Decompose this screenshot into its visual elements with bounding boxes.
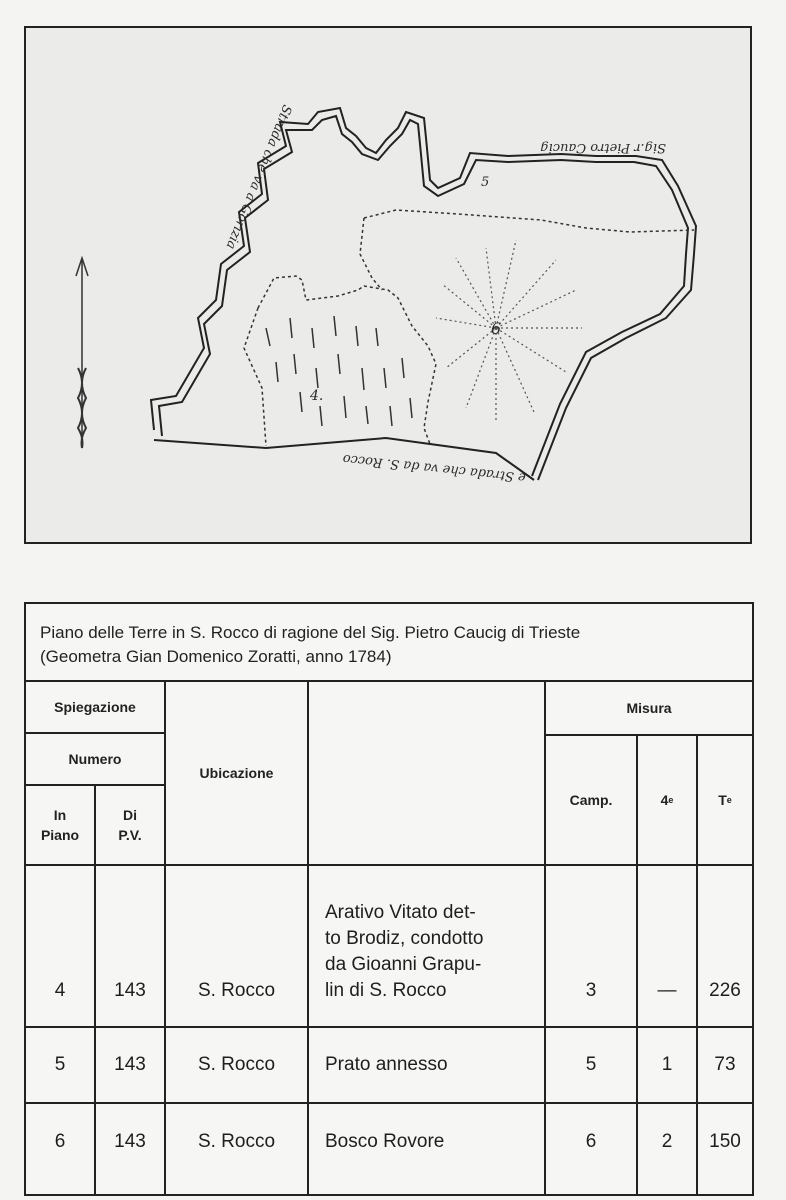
cell-ubicazione: S. Rocco — [197, 1054, 276, 1075]
cell-quarte: 2 — [661, 1131, 673, 1152]
map-parcel-4-label: 4. — [310, 388, 324, 404]
cell-di-pv: 143 — [114, 1054, 146, 1075]
map-parcel-5-label: 5 — [481, 175, 490, 190]
map-parcel-6-label: 6 — [491, 319, 502, 338]
map-drawing — [26, 28, 750, 542]
cell-descrizione: Prato annesso — [325, 1054, 448, 1075]
cell-campi: 3 — [585, 980, 597, 1001]
descrizione-line: to Brodiz, condotto — [325, 928, 484, 949]
map-note-road-bottom: e Strada che va da S. Rocco — [342, 450, 527, 485]
header-ubicazione: Ubicazione — [199, 765, 274, 781]
caption-subtitle: (Geometra Gian Domenico Zoratti, anno 1784) — [40, 647, 392, 666]
cell-descrizione: Bosco Rovore — [325, 1131, 445, 1152]
header-quarte: 4 e — [660, 792, 674, 808]
map-note-owner: Sig.r Pietro Caucig — [540, 140, 666, 155]
cell-tavole: 226 — [709, 980, 741, 1001]
cell-campi: 5 — [585, 1054, 597, 1075]
cell-tavole: 150 — [709, 1131, 741, 1152]
header-tavole: T e — [718, 792, 732, 808]
descrizione-line: Arativo Vitato det- — [325, 902, 476, 923]
cell-tavole: 73 — [714, 1054, 736, 1075]
header-misura: Misura — [626, 700, 672, 716]
cell-di-pv: 143 — [114, 1131, 146, 1152]
cell-quarte: 1 — [661, 1054, 673, 1075]
cell-campi: 6 — [585, 1131, 597, 1152]
north-arrow-icon — [76, 258, 88, 448]
header-tavole-letter: T — [718, 792, 727, 808]
table-caption — [26, 604, 752, 682]
cell-descrizione — [309, 866, 544, 1026]
cell-ubicazione: S. Rocco — [197, 980, 276, 1001]
header-di-pv: Di P.V. — [118, 807, 142, 843]
header-quarte-number: 4 — [660, 792, 669, 808]
header-campi: Camp. — [569, 792, 613, 808]
header-spiegazione: Spiegazione — [54, 699, 136, 715]
cell-ubicazione: S. Rocco — [197, 1131, 276, 1152]
descrizione-line: da Gioanni Grapu- — [325, 954, 482, 975]
header-descrizione — [309, 682, 544, 864]
header-numero: Numero — [68, 751, 122, 767]
cell-di-pv: 143 — [114, 980, 146, 1001]
historical-map — [24, 26, 752, 544]
cell-quarte: — — [657, 980, 677, 1001]
caption-title: Piano delle Terre in S. Rocco di ragione del Sig. Pietro Caucig di Trieste — [40, 623, 581, 642]
header-in-piano: In Piano — [40, 807, 80, 843]
map-note-road-left: Strada che va a Gorizia — [222, 102, 295, 252]
cell-in-piano: 4 — [54, 980, 66, 1001]
parcel-table — [24, 602, 754, 1196]
cell-in-piano: 5 — [54, 1054, 66, 1075]
descrizione-line: lin di S. Rocco — [325, 980, 447, 1001]
cell-in-piano: 6 — [54, 1131, 66, 1152]
